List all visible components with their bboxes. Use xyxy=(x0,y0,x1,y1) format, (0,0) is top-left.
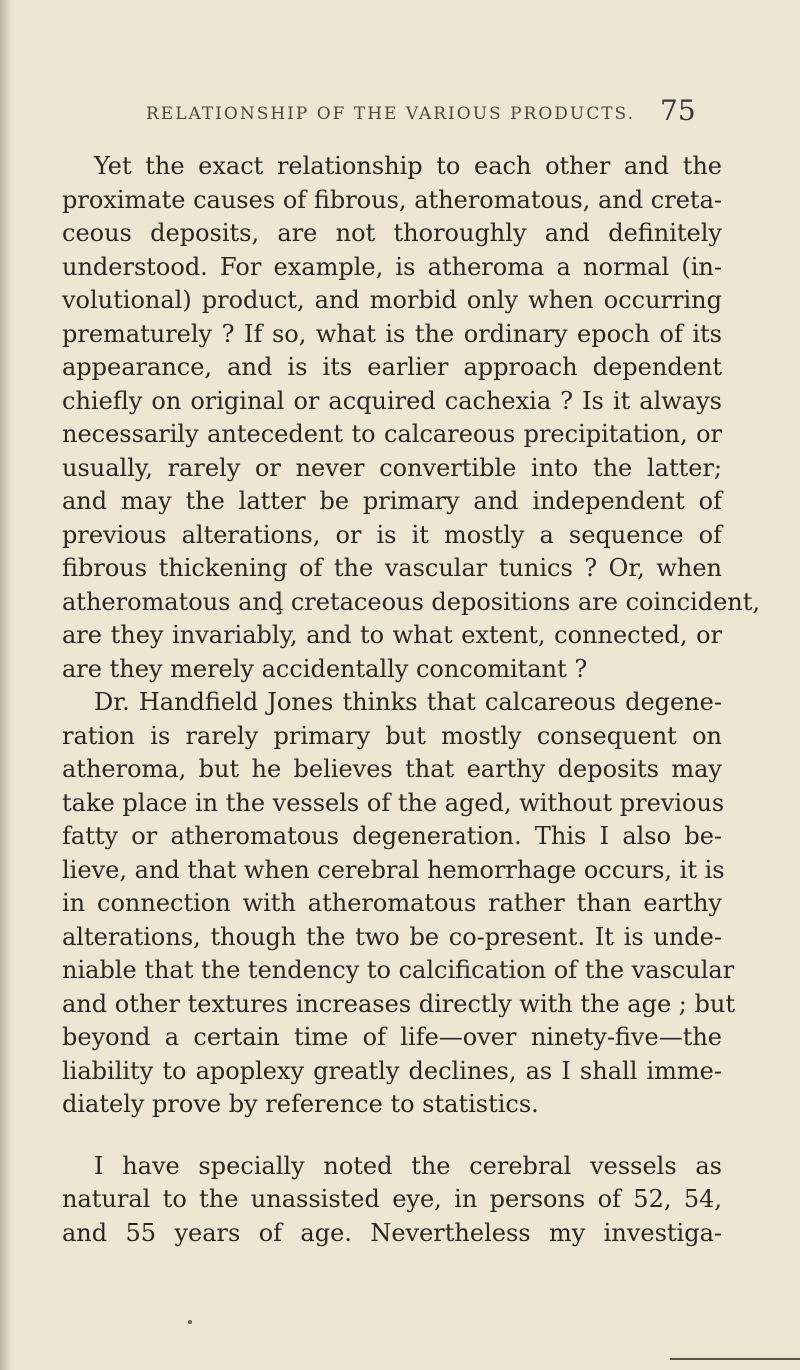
text-line: diately prove by reference to statistics. xyxy=(62,1090,539,1118)
text-line: atheroma, but he believes that earthy deposits may xyxy=(62,755,722,783)
text-line: appearance, and is its earlier approach dependent xyxy=(62,353,722,381)
bottom-edge-rule xyxy=(670,1358,800,1360)
text-line: and 55 years of age. Nevertheless my investiga- xyxy=(62,1218,722,1247)
text-line: ration is rarely primary but mostly consequent on xyxy=(62,721,722,750)
text-line: fibrous thickening of the vascular tunics ? Or, when xyxy=(62,554,722,582)
paper-speck xyxy=(188,1320,192,1324)
text-line: are they merely accidentally concomitant ? xyxy=(62,654,588,683)
text-line: take place in the vessels of the aged, without previous xyxy=(62,788,725,817)
text-line: usually, rarely or never convertible into the latter; xyxy=(62,453,722,482)
text-line: I have specially noted the cerebral vessels as xyxy=(94,1151,722,1180)
text-line: and other textures increases directly with the age ; but xyxy=(62,989,735,1018)
text-line: chiefly on original or acquired cachexia ? Is it always xyxy=(62,386,722,415)
text-line: understood. For example, is atheroma a normal (in- xyxy=(62,252,722,281)
text-line: are they invariably, and to what extent, connected, or xyxy=(62,621,722,649)
paragraph-gap xyxy=(62,1122,722,1150)
text-line: ceous deposits, are not thoroughly and definitely xyxy=(62,219,722,247)
text-line: volutional) product, and morbid only when occurring xyxy=(62,286,722,314)
gutter-shadow xyxy=(0,0,12,1370)
text-line: Dr. Handfield Jones thinks that calcareous degene- xyxy=(94,688,722,716)
running-title: RELATIONSHIP OF THE VARIOUS PRODUCTS. xyxy=(146,104,636,124)
text-line: fatty or atheromatous degeneration. This I also be- xyxy=(62,822,722,850)
text-line: in connection with atheromatous rather than earthy xyxy=(62,889,722,917)
page-number: 75 xyxy=(660,94,696,127)
text-line: necessarily antecedent to calcareous precipitation, or xyxy=(62,420,722,448)
text-line: prematurely ? If so, what is the ordinary epoch of its xyxy=(62,319,722,348)
text-line: liability to apoplexy greatly declines, as I shall imme- xyxy=(62,1056,722,1085)
text-line: niable that the tendency to calcification of the vascular xyxy=(62,956,735,984)
text-line: lieve, and that when cerebral hemorrhage occurs, it is xyxy=(62,855,725,884)
running-head xyxy=(0,88,800,128)
text-line: previous alterations, or is it mostly a sequence of xyxy=(62,520,722,549)
text-line: alterations, though the two be co-present. It is unde- xyxy=(62,922,722,951)
body-text xyxy=(62,150,761,1250)
text-line: beyond a certain time of life—over ninety-five—the xyxy=(62,1023,722,1051)
text-line: and may the latter be primary and independent of xyxy=(62,487,722,515)
text-line: natural to the unassisted eye, in persons of 52, 54, xyxy=(62,1185,722,1213)
text-line: proximate causes of fibrous, atheromatous, and creta- xyxy=(62,185,722,214)
text-line: atheromatous anḑ cretaceous depositions are coincident, xyxy=(62,587,761,616)
text-line: Yet the exact relationship to each other and the xyxy=(94,152,722,180)
